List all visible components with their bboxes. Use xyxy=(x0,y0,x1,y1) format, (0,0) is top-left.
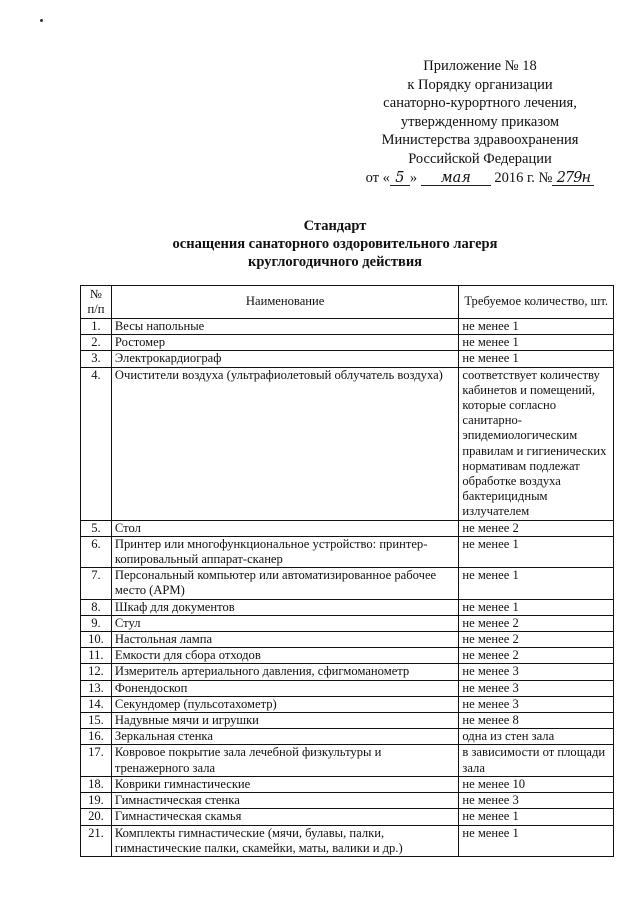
table-row xyxy=(81,599,614,615)
row-quantity: не менее 8 xyxy=(459,713,614,729)
row-name: Емкости для сбора отходов xyxy=(111,648,458,664)
equipment-table xyxy=(80,285,614,857)
header-line: утвержденному приказом xyxy=(400,113,560,130)
row-name: Электрокардиограф xyxy=(111,351,458,367)
row-name: Персональный компьютер или автоматизированное рабочее место (АРМ) xyxy=(111,568,458,599)
table-row xyxy=(81,793,614,809)
table-row xyxy=(81,367,614,520)
row-quantity: не менее 1 xyxy=(459,335,614,351)
row-number: 18. xyxy=(81,776,112,792)
date-year: 2016 г. № xyxy=(494,169,553,186)
row-number: 5. xyxy=(81,520,112,536)
row-quantity: не менее 2 xyxy=(459,632,614,648)
header-name: Наименование xyxy=(111,286,458,319)
row-quantity: одна из стен зала xyxy=(459,729,614,745)
table-row xyxy=(81,319,614,335)
table-row xyxy=(81,713,614,729)
header-line: Министерства здравоохранения xyxy=(381,132,579,149)
row-quantity: не менее 3 xyxy=(459,793,614,809)
row-quantity: в зависимости от площади зала xyxy=(459,745,614,776)
header-qty: Требуемое количество, шт. xyxy=(459,286,614,319)
row-name: Секундомер (пульсотахометр) xyxy=(111,696,458,712)
table-row xyxy=(81,632,614,648)
handwritten-month: мая xyxy=(421,171,491,186)
row-number: 7. xyxy=(81,568,112,599)
handwritten-day: 5 xyxy=(390,171,410,186)
date-mid: » xyxy=(409,169,418,186)
order-date-line xyxy=(355,169,605,188)
row-number: 12. xyxy=(81,664,112,680)
row-name: Зеркальная стенка xyxy=(111,729,458,745)
date-prefix: от « xyxy=(365,169,390,186)
row-name: Ростомер xyxy=(111,335,458,351)
handwritten-order-number: 279н xyxy=(552,171,594,186)
table-row xyxy=(81,664,614,680)
row-quantity: соответствует количеству кабинетов и помещений, которые согласно санитарно-эпидемиологическим правилам и гигиенических нормативам подлежат обработке воздуха бактерицидным излучателем xyxy=(459,367,614,520)
row-quantity: не менее 3 xyxy=(459,664,614,680)
row-quantity: не менее 1 xyxy=(459,809,614,825)
table-row xyxy=(81,335,614,351)
table-row xyxy=(81,745,614,776)
row-name: Гимнастическая скамья xyxy=(111,809,458,825)
row-name: Стол xyxy=(111,520,458,536)
header-line: к Порядку организации xyxy=(407,76,553,93)
row-number: 11. xyxy=(81,648,112,664)
table-row xyxy=(81,615,614,631)
row-quantity: не менее 1 xyxy=(459,351,614,367)
row-number: 16. xyxy=(81,729,112,745)
scan-speck xyxy=(40,19,43,22)
row-number: 19. xyxy=(81,793,112,809)
row-name: Фонендоскоп xyxy=(111,680,458,696)
row-number: 21. xyxy=(81,825,112,856)
row-quantity: не менее 2 xyxy=(459,520,614,536)
row-number: 20. xyxy=(81,809,112,825)
row-quantity: не менее 2 xyxy=(459,648,614,664)
row-number: 4. xyxy=(81,367,112,520)
table-row xyxy=(81,568,614,599)
row-quantity: не менее 1 xyxy=(459,825,614,856)
document-title xyxy=(110,217,560,271)
table-row xyxy=(81,729,614,745)
row-number: 13. xyxy=(81,680,112,696)
row-quantity: не менее 2 xyxy=(459,615,614,631)
table-row xyxy=(81,648,614,664)
table-row xyxy=(81,696,614,712)
row-number: 14. xyxy=(81,696,112,712)
row-number: 3. xyxy=(81,351,112,367)
header-num: № п/п xyxy=(81,286,112,319)
row-name: Гимнастическая стенка xyxy=(111,793,458,809)
row-number: 17. xyxy=(81,745,112,776)
row-name: Надувные мячи и игрушки xyxy=(111,713,458,729)
row-name: Стул xyxy=(111,615,458,631)
table-row xyxy=(81,351,614,367)
row-quantity: не менее 10 xyxy=(459,776,614,792)
row-number: 9. xyxy=(81,615,112,631)
table-row xyxy=(81,825,614,856)
row-number: 8. xyxy=(81,599,112,615)
table-row xyxy=(81,776,614,792)
row-quantity: не менее 1 xyxy=(459,568,614,599)
row-number: 1. xyxy=(81,319,112,335)
header-line: Российской Федерации xyxy=(408,150,552,167)
table-row xyxy=(81,680,614,696)
title-line-1: Стандарт xyxy=(303,218,367,234)
row-quantity: не менее 3 xyxy=(459,696,614,712)
row-quantity: не менее 1 xyxy=(459,599,614,615)
row-name: Шкаф для документов xyxy=(111,599,458,615)
table-row xyxy=(81,520,614,536)
row-name: Коврики гимнастические xyxy=(111,776,458,792)
table-row xyxy=(81,809,614,825)
title-line-2: оснащения санаторного оздоровительного лагеря xyxy=(172,236,498,252)
row-quantity: не менее 1 xyxy=(459,536,614,567)
row-name: Ковровое покрытие зала лечебной физкультуры и тренажерного зала xyxy=(111,745,458,776)
row-name: Весы напольные xyxy=(111,319,458,335)
row-name: Комплекты гимнастические (мячи, булавы, палки, гимнастические палки, скамейки, маты, валики и др.) xyxy=(111,825,458,856)
table-header-row xyxy=(81,286,614,319)
row-name: Очистители воздуха (ультрафиолетовый облучатель воздуха) xyxy=(111,367,458,520)
row-number: 10. xyxy=(81,632,112,648)
row-quantity: не менее 1 xyxy=(459,319,614,335)
row-number: 15. xyxy=(81,713,112,729)
row-number: 2. xyxy=(81,335,112,351)
header-line: санаторно-курортного лечения, xyxy=(383,95,577,112)
header-line: Приложение № 18 xyxy=(423,58,537,74)
row-number: 6. xyxy=(81,536,112,567)
row-name: Настольная лампа xyxy=(111,632,458,648)
table-row xyxy=(81,536,614,567)
title-line-3: круглогодичного действия xyxy=(247,254,423,270)
row-name: Измеритель артериального давления, сфигмоманометр xyxy=(111,664,458,680)
row-quantity: не менее 3 xyxy=(459,680,614,696)
appendix-header xyxy=(355,57,605,187)
row-name: Принтер или многофункциональное устройство: принтер-копировальный аппарат-сканер xyxy=(111,536,458,567)
